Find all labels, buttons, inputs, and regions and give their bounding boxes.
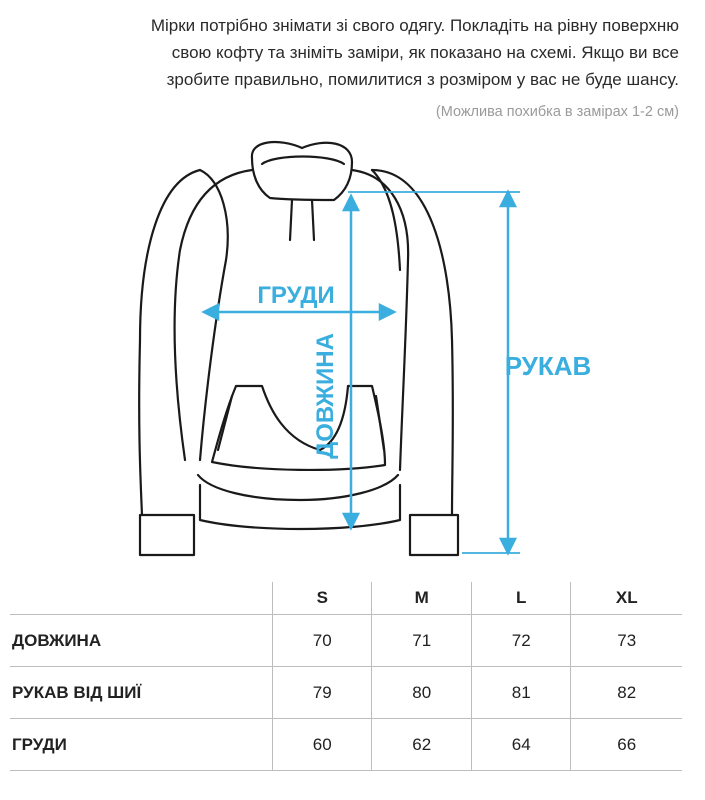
size-header-l: L xyxy=(471,582,570,615)
cell-value: 64 xyxy=(471,719,570,771)
cell-value: 80 xyxy=(372,667,471,719)
header-empty xyxy=(10,582,273,615)
size-header-xl: XL xyxy=(571,582,682,615)
size-header-s: S xyxy=(273,582,372,615)
hoodie-measurement-diagram xyxy=(0,140,705,570)
intro-line-1: Мірки потрібно знімати зі свого одягу. Покладіть на рівну поверхню xyxy=(150,16,679,35)
intro-line-3: зробите правильно, помилитися з розміром у вас не буде шансу. xyxy=(166,70,679,89)
cell-value: 66 xyxy=(571,719,682,771)
size-header-m: M xyxy=(372,582,471,615)
size-table xyxy=(10,582,682,771)
intro-text xyxy=(19,12,679,93)
cell-value: 72 xyxy=(471,615,570,667)
hoodie-outline-icon xyxy=(139,142,458,555)
row-label-sleeve: РУКАВ ВІД ШИЇ xyxy=(10,667,273,719)
cell-value: 79 xyxy=(273,667,372,719)
table-row xyxy=(10,667,682,719)
cell-value: 81 xyxy=(471,667,570,719)
length-label: ДОВЖИНА xyxy=(312,333,339,459)
table-row xyxy=(10,719,682,771)
sleeve-label: РУКАВ xyxy=(504,351,592,381)
chest-label: ГРУДИ xyxy=(257,282,335,309)
measurement-error-note: (Можлива похибка в замірах 1-2 см) xyxy=(435,104,679,120)
intro-line-2: свою кофту та зніміть заміри, як показано на схемі. Якщо ви все xyxy=(171,43,679,62)
cell-value: 60 xyxy=(273,719,372,771)
cell-value: 82 xyxy=(571,667,682,719)
row-label-length: ДОВЖИНА xyxy=(10,615,273,667)
cell-value: 73 xyxy=(571,615,682,667)
cell-value: 71 xyxy=(372,615,471,667)
row-label-chest: ГРУДИ xyxy=(10,719,273,771)
size-table-header xyxy=(10,582,682,615)
table-row xyxy=(10,615,682,667)
cell-value: 62 xyxy=(372,719,471,771)
length-measure-arrow xyxy=(344,196,358,528)
sleeve-measure-arrow xyxy=(348,192,520,553)
cell-value: 70 xyxy=(273,615,372,667)
